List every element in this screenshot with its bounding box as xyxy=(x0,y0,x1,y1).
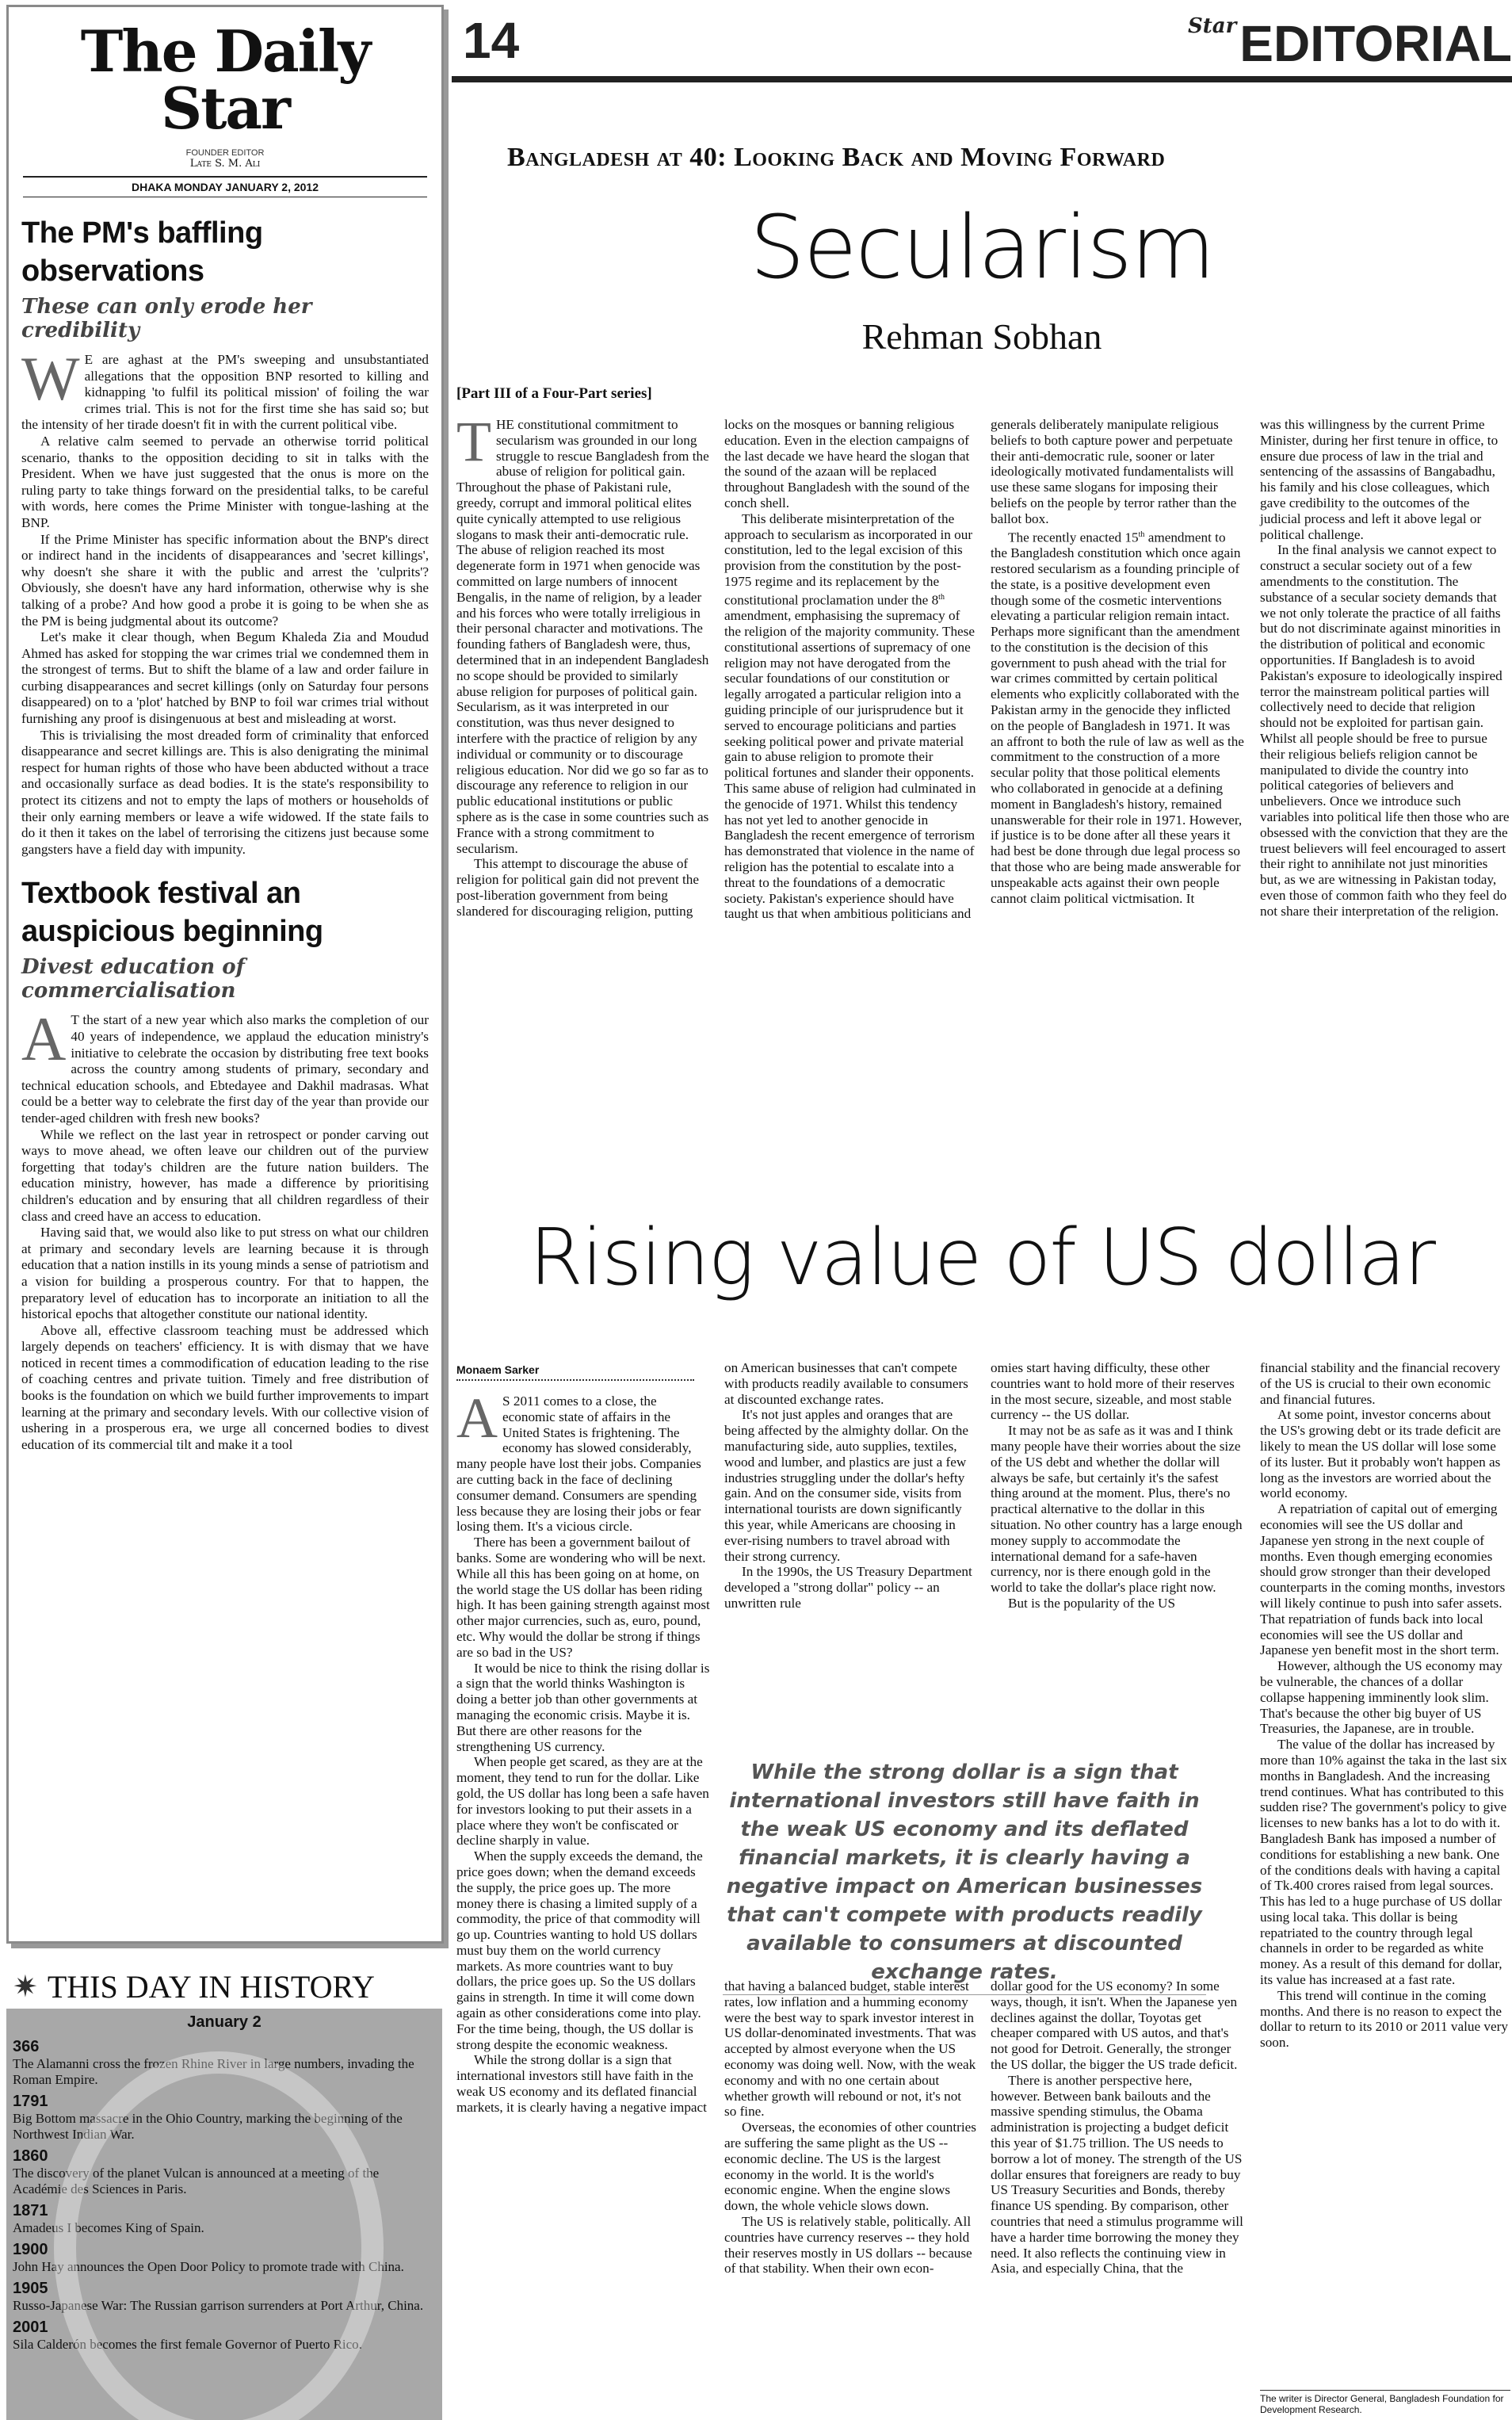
pull-quote: While the strong dollar is a sign that international investors still have faith in the weak US economy and its deflated financial markets, it is clearly having a negative impact on American businesses that can't compete with products readily available to consumers at discounted exchange rates. xyxy=(723,1758,1206,1995)
history-header xyxy=(6,1964,442,2009)
history-event: Sila Calderón becomes the first female Governor of Puerto Rico. xyxy=(13,2337,362,2352)
article2-paragraph: omies start having difficulty, these other countries want to hold more of their reserves in the most secure, sizeable, and most stable currency -- the US dollar. xyxy=(991,1360,1235,1423)
article1-paragraph: generals deliberately manipulate religious beliefs to both capture power and perpetuate their anti-democratic rule, sooner or later ideologically motivated fundamentalists will use these same slogans for imposing their beliefs on the people by terror rather than the ballot box. xyxy=(991,417,1237,526)
masthead-logo: The Daily Star xyxy=(80,17,370,142)
article2-column-2-bottom xyxy=(724,1978,976,2277)
article2-paragraph: There has been a government bailout of banks. Some are wondering who will be next. While all this has been going on at home, on the world stage the US dollar has been riding high. It has been gaining strength against most other major currencies, such as, euro, pound, etc. Why would the dollar be strong if things are so bad in the US? xyxy=(456,1535,710,1660)
article2-paragraph: A repatriation of capital out of emerging economies will see the US dollar and Japanese yen strong in the next couple of months. Even though emerging economies should grow stronger than their developed counterparts in the coming months, investors will likely continue to push into safer assets. That repatriation of funds back into local economies will see the US dollar and Japanese yen benefit most in the short term. xyxy=(1260,1501,1506,1658)
history-year: 366 xyxy=(13,2038,40,2055)
editorial1-paragraph: E are aghast at the PM's sweeping and unsubstantiated allegations that the opposition BNP resorted to killing and kidnapping 'to fulfil its political mission' of foiling the war crimes trial. This is not for the first time she has said so; but the intensity of her tirade doesn't fit in with the current political vibe. xyxy=(21,352,429,433)
section-name: EDITORIAL xyxy=(1239,15,1512,72)
history-event: The Alamanni cross the frozen Rhine River in large numbers, invading the Roman Empire. xyxy=(13,2056,414,2087)
article2-paragraph: While the strong dollar is a sign that international investors still have faith in the weak US economy and its deflated financial markets, it is clearly having a negative impact xyxy=(456,2052,707,2115)
article2-paragraph: But is the popularity of the US xyxy=(1008,1595,1176,1611)
history-year: 1900 xyxy=(13,2241,48,2258)
history-year: 1860 xyxy=(13,2147,48,2165)
editorial2-paragraph: Having said that, we would also like to put stress on what our children at primary and secondary levels are learning because it is through education that a nation instills in its young minds a sense of patriotism and a vision for building a prosperous country. For that to happen, the preparatory level of education has to incorporate an initiation to all the historical epochs that altogether constitute our national identity. xyxy=(21,1225,429,1322)
article2-dropcap: A xyxy=(456,1386,498,1450)
history-event: John Hay announces the Open Door Policy to promote trade with China. xyxy=(13,2259,404,2274)
this-day-in-history xyxy=(6,1964,442,2420)
history-events xyxy=(6,2038,442,2353)
article2-paragraph: Overseas, the economies of other countries are suffering the same plight as the US -- economic decline. The US is the largest economy in the world. It is the world's economic engine. When the engine slows down, the whole vehicle slows down. xyxy=(724,2120,976,2214)
article2-paragraph: At some point, investor concerns about the US's growing debt or its trade deficit are likely to mean the US dollar will lose some of its luster. But it probably won't happen as long as the investors are worried about the world economy. xyxy=(1260,1407,1501,1501)
series-kicker: Bangladesh at 40: Looking Back and Moving Forward xyxy=(507,143,1166,172)
history-year: 2001 xyxy=(13,2319,48,2336)
article1-column-4 xyxy=(1260,417,1510,919)
history-event: The discovery of the planet Vulcan is announced at a meeting of the Académie des Sciences in Paris. xyxy=(13,2166,380,2196)
article2-paragraph: dollar good for the US economy? In some ways, though, it isn't. When the Japanese yen declines against the dollar, Toyotas get cheaper compared with US autos, and that's not good for Detroit. Generally, the stronger the US dollar, the bigger the US trade deficit. xyxy=(991,1978,1238,2072)
article2-paragraph: There is another perspective here, however. Between bank bailouts and the massive spending stimulus, the Obama administration is projecting a budget deficit this year of $1.75 trillion. The US needs to borrow a lot of money. The strength of the US dollar ensures that foreigners are ready to buy US Treasury Securities and Bonds, thereby finance US spending. By comparison, other countries that need a stimulus programme will have a harder time borrowing the money they need. It also reflects the continuing view in Asia, and especially China, that the xyxy=(991,2072,1243,2277)
article1-byline: Rehman Sobhan xyxy=(861,316,1102,357)
article2-paragraph: It may not be as safe as it was and I think many people have their worries about the size of the US debt and whether the dollar will always be safe, but certainly it's the safest thing around at the moment. Plus, there's no practical alternative to the dollar in this situation. No other country has a large enough money supply to accommodate the international demand for a safe-haven currency, nor is there enough gold in the world to take the dollar's place right now. xyxy=(991,1423,1243,1596)
article2-paragraph: When people get scared, as they are at the moment, they tend to run for the dollar. Like gold, the US dollar has long been a safe haven for investors looking to put their assets in a place where they won't be confiscated or decline sharply in value. xyxy=(456,1754,709,1848)
article2-paragraph: This trend will continue in the coming months. And there is no reason to expect the dollar to return to its 2010 or 2011 value very soon. xyxy=(1260,1987,1508,2051)
article1-column-1 xyxy=(456,410,710,919)
page-number: 14 xyxy=(463,12,520,69)
article2-title: Rising value of US dollar xyxy=(529,1213,1435,1303)
editorial1-paragraph: If the Prime Minister has specific information about the BNP's direct or indirect hand in the incidents of disappearances and 'secret killings', why doesn't she share it with the public and arrest the 'culprits'? Obviously, she doesn't have any hard information, otherwise why is she talking of a probe? And how good a probe it is going to be when she as the PM is being judgmental about its outcome? xyxy=(21,531,429,629)
article2-paragraph: In the 1990s, the US Treasury Department developed a "strong dollar" policy -- an unwritten rule xyxy=(724,1564,972,1611)
page-header xyxy=(452,0,1512,82)
article1-paragraph: was this willingness by the current Prime Minister, during her first tenure in office, to ensure due process of law in the trial and sentencing of the assassins of Bangabadhu, his family and his close colleagues, which gave credibility to the outcomes of the judicial process and left it above legal or political challenge. xyxy=(1260,417,1499,542)
article2-paragraph: that having a balanced budget, stable interest rates, low inflation and a humming economy were the best way to spark investor interest in US dollar-denominated investments. That was accepted by almost everyone when the US economy was doing well. Now, with the weak economy and with no one certain about whether growth will rebound or not, it's not so fine. xyxy=(724,1978,976,2120)
editorial2-paragraph: While we reflect on the last year in retrospect or ponder carving out ways to move ahead, we often leave our children out of the purview forgetting that today's children are the future nation builders. The education ministry, however, has made a difference by prioritising children's education and by ensuring that all children regardless of their class and creed have an access to education. xyxy=(21,1126,429,1224)
editorial2-paragraph: T the start of a new year which also marks the completion of our 40 years of independence, we applaud the education ministry's initiative to celebrate the occasion by distributing free text books across the country among students of primary, secondary and technical education schools, and Ebtedayee and Dakhil madrasas. What could be a better way to celebrate the first day of the year than provide our tender-aged children with fresh new books? xyxy=(21,1012,429,1126)
editorial-sidebar xyxy=(6,5,444,1944)
section-brand: Star xyxy=(1187,14,1237,38)
article2-column-4 xyxy=(1260,1360,1510,2051)
editorial1-body xyxy=(21,344,429,858)
editorial2-dropcap: A xyxy=(21,1004,67,1074)
editorial1-paragraph: This is trivialising the most dreaded form of criminality that enforced disappearance and secret killings are. This is also denigrating the minimal respect for human rights of those who have been abducted without a trace and occasionally surface as dead bodies. It is the state's responsibility to protect its citizens and not to empty the laps of mothers or households of their only earning members or leave a wife widowed. If the state fails to do it then it takes on the label of terrorising the citizens just because some gangsters have a field day with impunity. xyxy=(21,727,429,857)
history-date: January 2 xyxy=(187,2013,262,2031)
article1-title: Secularism xyxy=(750,197,1214,298)
dateline: DHAKA MONDAY JANUARY 2, 2012 xyxy=(23,176,427,197)
article2-column-3-bottom xyxy=(991,1978,1244,2277)
article2-column-1 xyxy=(456,1386,710,2116)
article1-paragraph: HE constitutional commitment to secularism was grounded in our long struggle to rescue Bangladesh from the abuse of religion for political gain. Throughout the phase of Pakistani rule, greedy, corrupt and immoral political elites quite cynically attempted to use religious slogans to mask their anti-democratic rule. The abuse of religion reached its most degenerate form in 1971 when genocide was committed on large numbers of innocent Bengalis, in the name of religion, by a leader and his forces who were totally irreligious in their personal character and motivations. The founding fathers of Bangladesh were, thus, determined that in an independent Bangladesh no scope should be provided to similarly abuse religion for purposes of political gain. Secularism, as it was interpreted in our constitution, was thus never designed to interfere with the practice of religion by any individual or community or to discourage religious education. Nor did we go so far as to discourage any reference to religion in our public educational institutions or public sphere as is the case in some countries such as France with a strong commitment to secularism. xyxy=(456,417,709,856)
editorial1-paragraph: Let's make it clear though, when Begum Khaleda Zia and Moudud Ahmed has asked for stopping the war crimes trial we condemned them in the strongest of terms. But to shift the blame of a law and order failure in curbing disappearances and secret killings (only on Saturday four persons disappeared) on to a 'plot' hatched by BNP to foil war crimes trial without furnishing any proof is disingenuous at best and misleading at worst. xyxy=(21,629,429,727)
article2-paragraph: The US is relatively stable, politically. All countries have currency reserves -- they hold their reserves mostly in US dollars -- because of that stability. When their own econ- xyxy=(724,2213,972,2277)
article2-paragraph: It's not just apples and oranges that are being affected by the almighty dollar. On the manufacturing side, auto supplies, textiles, wood and lumber, and plastics are just a few industries struggling under the dollar's hefty gain. And on the consumer side, visits from international tourists are down significantly this year, while Americans are choosing in ever-rising numbers to travel abroad with their strong currency. xyxy=(724,1407,969,1564)
editorial1-paragraph: A relative calm seemed to pervade an otherwise torrid political scenario, thanks to the opposition deciding to sit in talks with the President. When we have just suggested that the onus is more on the ruling party to take things forward on the presidential talks, to be careful with words, here comes the Prime Minister with tongue-lashing at the BNP. xyxy=(21,433,429,530)
article1-paragraph: In the final analysis we cannot expect to construct a secular society out of a few amendments to the constitution. The substance of a secular society demands that we not only tolerate the practice of all faiths but do not discriminate against minorities in the distribution of political and economic opportunities. If Bangladesh is to avoid Pakistan's exposure to ideologically inspired terror the mainstream political parties will collectively need to decide that religion should not be exploited for partisan gain. Whilst all people should be free to pursue their religious beliefs religion cannot be manipulated to divide the country into political categories of believers and unbelievers. Once we introduce such variables into political life then those who are obsessed with the conviction that they are the truest believers will feel encouraged to assert their right to annihilate not just minorities but, as we are witnessing in Pakistan today, even those of common faith who they feel do not share their interpretation of the religion. xyxy=(1260,542,1510,919)
article1-paragraph: This deliberate misinterpretation of the approach to secularism as incorporated in our constitution, led to the legal excision of this provision from the constitution by the post-1975 regime and its replacement by the constitutional proclamation under the 8th amendment, emphasising the supremacy of the religion of the majority community. These constitutional assertions of supremacy of one religion may not have derogated from the secular foundations of our constitution or legally arrogated a particular religion into a guiding principle of our jurisprudence but it served to encourage politicians and parties seeking political power and private material gain to abuse religion to promote their political fortunes and slander their opponents. This same abuse of religion had culminated in the genocide of 1971. Whilst this tendency has not yet led to another genocide in Bangladesh the recent emergence of terrorism has demonstrated that violence in the name of religion has the potential to escalate into a threat to the foundations of a democratic society. Pakistan's experience should have taught us that when ambitious politicians and xyxy=(724,510,976,922)
editorial2-headline: Textbook festival an auspicious beginning xyxy=(21,877,323,948)
editorial2-subhead: Divest education of commercialisation xyxy=(21,955,245,1004)
history-event: Big Bottom massacre in the Ohio Country, marking the beginning of the Northwest Indian War. xyxy=(13,2111,403,2142)
article1-paragraph: This attempt to discourage the abuse of religion for political gain did not prevent the post-liberation government from being slandered for discouraging religion, putting xyxy=(456,856,699,919)
founder-label: FOUNDER EDITOR xyxy=(185,148,265,158)
article2-paragraph: The value of the dollar has increased by more than 10% against the taka in the last six months in Bangladesh. And the increasing trend continues. What has contributed to this sudden rise? The government's policy to give licenses to new banks has a lot to do with it. Bangladesh Bank has imposed a number of conditions for establishing a new bank. One of the conditions deals with having a capital of Tk.400 crores raised from legal sources. This has led to a huge purchase of US dollar using local taka. This dollar is being repatriated to the country through legal channels in order to be regarded as white money. As a result of this demand for dollar, its value has increased at a fast rate. xyxy=(1260,1737,1507,1988)
article2-paragraph: However, although the US economy may be vulnerable, the chances of a dollar collapse happening imminently look slim. That's because the other big buyer of US Treasuries, the Japanese, are in trouble. xyxy=(1260,1658,1502,1737)
article2-column-2-top xyxy=(724,1360,976,1611)
founder-name: Late S. M. Ali xyxy=(189,158,261,170)
article1-dropcap: T xyxy=(456,410,491,473)
article1-column-3 xyxy=(991,417,1244,906)
history-year: 1871 xyxy=(13,2202,48,2219)
article1-column-2 xyxy=(724,417,976,922)
history-year: 1791 xyxy=(13,2093,48,2110)
history-event: Russo-Japanese War: The Russian garrison surrenders at Port Arthur, China. xyxy=(13,2298,424,2313)
history-title: THIS DAY IN HISTORY xyxy=(47,1968,375,2005)
editorial2-paragraph: Above all, effective classroom teaching must be addressed which largely depends on teachers' efficiency. It is with dismay that we have noticed in recent times a commodification of education leading to the rise of coaching centres and private tuition. Timely and free distribution of books is the foundation on which we build further improvements to impart learning at the primary and secondary levels. With our collective vision of ushering in a prosperous era, we urge all concerned bodies to divest education of its commercial tilt and make it a tool xyxy=(21,1322,429,1452)
editorial2-body xyxy=(21,1004,429,1453)
series-part-label: [Part III of a Four-Part series] xyxy=(456,385,652,402)
history-event: Amadeus I becomes King of Spain. xyxy=(13,2220,204,2235)
section-label xyxy=(1188,14,1512,73)
article2-paragraph: on American businesses that can't compete with products readily available to consumers at discounted exchange rates. xyxy=(724,1360,968,1407)
article2-paragraph: It would be nice to think the rising dollar is a sign that the world thinks Washington is doing a better job than other governments at managing the economic crisis. Maybe it is. But there are other reasons for the strengthening US currency. xyxy=(456,1660,710,1754)
article1-paragraph: The recently enacted 15th amendment to the Bangladesh constitution which once again restored secularism as a founding principle of the state, is a positive development even though some of the cosmetic interventions elevating a particular religion remain intact. Perhaps more significant than the amendment to the constitution is the decision of this government to push ahead with the trial for war crimes committed by certain political elements who explicitly collaborated with the Pakistan army in the genocide they inflicted on the people of Bangladesh in 1971. It was an affront to both the rule of law as well as the commitment to the construction of a more secular polity that those political elements who collaborated in genocide at a defining moment in Bangladesh's history, remained unanswerable for their role in 1971. However, if justice is to be done after all these years it had best be done through due legal process so that those who are being made answerable for unspeakable acts against their own people cannot claim political victmisation. It xyxy=(991,529,1244,906)
article2-paragraph: When the supply exceeds the demand, the price goes down; when the demand exceeds the supply, the price goes up. The more money there is chasing a limited supply of a commodity, the price of that commodity will go up. Countries wanting to hold US dollars must buy them on the world currency markets. As more countries want to buy dollars, the price goes up. So the US dollars gains in strength. In time it will come down again as other considerations come into play. For the time being, though, the US dollar is strong despite the economic weakness. xyxy=(456,1848,703,2052)
star-icon: ✷ xyxy=(13,1970,38,2004)
editorial1-subhead: These can only erode her credibility xyxy=(21,295,312,342)
article1-paragraph: locks on the mosques or banning religious education. Even in the election campaigns of the last decade we have heard the slogan that the sound of the azaan will be replaced throughout Bangladesh with the sound of the conch shell. xyxy=(724,417,970,510)
editorial1-headline: The PM's baffling observations xyxy=(21,216,263,288)
article2-author: Monaem Sarker xyxy=(456,1363,694,1381)
header-rule xyxy=(452,76,1512,82)
editorial1-dropcap: W xyxy=(21,344,80,413)
author-footnote: The writer is Director General, Bangladesh Foundation for Development Research. xyxy=(1260,2390,1510,2415)
article2-column-3-top xyxy=(991,1360,1244,1611)
history-year: 1905 xyxy=(13,2280,48,2297)
article2-paragraph: financial stability and the financial recovery of the US is crucial to their own economic and financial futures. xyxy=(1260,1360,1501,1407)
article2-paragraph: S 2011 comes to a close, the economic state of affairs in the United States is frightening. The economy has slowed considerably, many people have lost their jobs. Companies are cutting back in the face of declining consumer demand. Consumers are spending less because they are losing their jobs or fear losing them. It's a vicious circle. xyxy=(456,1394,701,1535)
